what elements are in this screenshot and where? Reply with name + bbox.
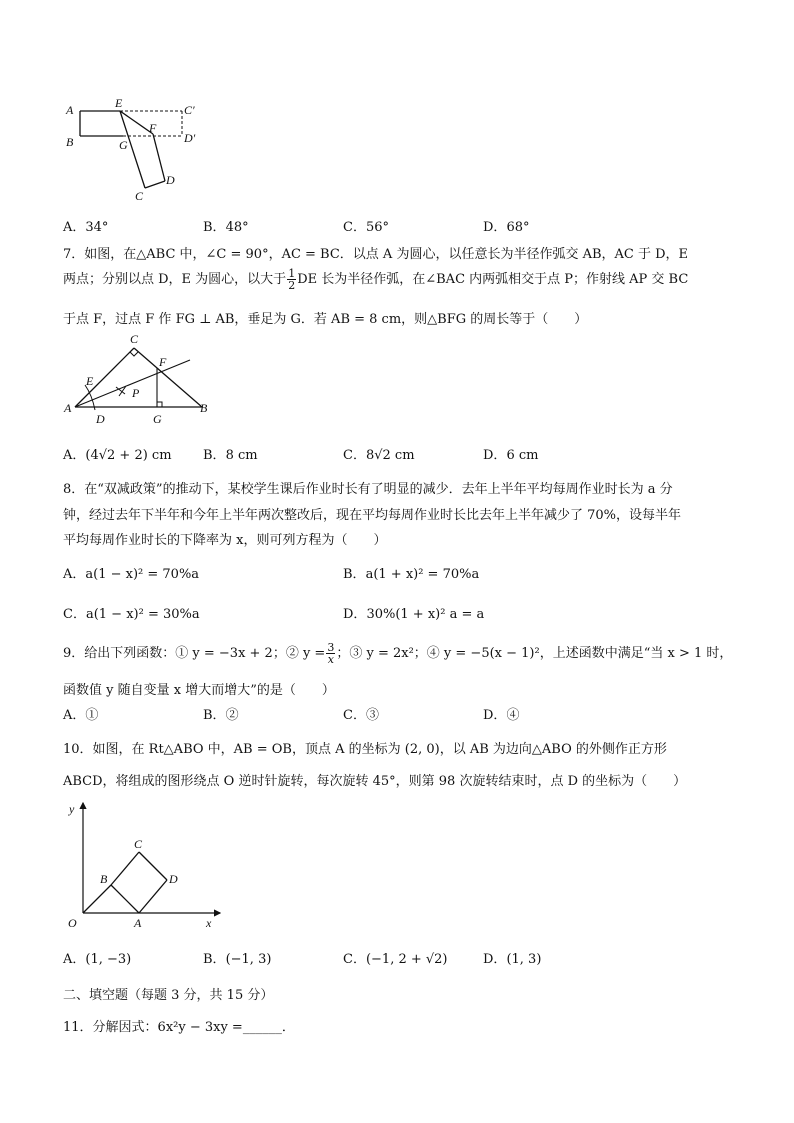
- q6-option-b: B．48°: [203, 220, 249, 235]
- q7-label-D: D: [96, 412, 105, 426]
- q6-label-B: B: [66, 135, 74, 149]
- q10-label-C: C: [134, 837, 143, 851]
- q7-option-b: B．8 cm: [203, 448, 258, 463]
- section-2-heading: 二、填空题（每题 3 分，共 15 分）: [63, 988, 274, 1003]
- q9-fraction: $\frac{3}{x}$: [327, 641, 335, 666]
- q10-label-O: O: [68, 916, 77, 930]
- q7-figure: [60, 330, 220, 430]
- q7-label-C: C: [130, 332, 139, 346]
- q8-option-c: C．a(1 − x)² = 30%a: [63, 607, 200, 622]
- q6-option-a: A．34°: [63, 220, 109, 235]
- q8-option-d: D．30%(1 + x)² a = a: [343, 607, 485, 622]
- q6-label-Cprime: C′: [184, 103, 195, 117]
- q9-option-b: B．②: [203, 708, 239, 723]
- q10-line-2: ABCD，将组成的图形绕点 O 逆时针旋转，每次旋转 45°，则第 98 次旋转结束时，点 D 的坐标为（ ）: [63, 774, 687, 789]
- q8-line-3: 平均每周作业时长的下降率为 x，则可列方程为（ ）: [63, 533, 387, 548]
- q7-line-1: 7．如图，在△ABC 中，∠C = 90°，AC = BC．以点 A 为圆心，以任意长为半径作弧交 AB，AC 于 D，E: [63, 247, 689, 262]
- q8-option-b: B．a(1 + x)² = 70%a: [343, 567, 480, 582]
- q10-label-D: D: [169, 872, 178, 886]
- q8-line-1: 8．在“双减政策”的推动下，某校学生课后作业时长有了明显的减少．去年上半年平均每周作业时长为 a 分: [63, 482, 673, 497]
- q6-figure: [60, 96, 210, 206]
- q10-option-b: B．(−1, 3): [203, 952, 272, 967]
- q6-label-F: F: [149, 121, 157, 135]
- q7-option-d: D．6 cm: [483, 448, 539, 463]
- q6-option-c: C．56°: [343, 220, 389, 235]
- q9-line-2: 函数值 y 随自变量 x 增大而增大”的是（ ）: [63, 683, 335, 698]
- q10-label-x: x: [206, 916, 212, 930]
- q6-option-d: D．68°: [483, 220, 530, 235]
- q9-line-1: 9．给出下列函数：① y = −3x + 2；② y = $\frac{3}{x}$ ；③ y = 2x²；④ y = −5(x − 1)²，上述函数中满足“当 x > 1 时，: [63, 641, 733, 666]
- q11-answer-blank[interactable]: ______: [242, 1020, 282, 1035]
- q7-label-E: E: [86, 374, 94, 388]
- q9-option-c: C．③: [343, 708, 379, 723]
- q7-option-a: A．(4√2 + 2) cm: [63, 448, 172, 463]
- q7-option-c: C．8√2 cm: [343, 448, 415, 463]
- q7-label-G: G: [153, 412, 162, 426]
- q10-label-A: A: [134, 916, 142, 930]
- q11-line: 11．分解因式：6x²y − 3xy =______．: [63, 1020, 295, 1035]
- q6-label-D: D: [166, 173, 175, 187]
- q7-fraction: $\frac{1}{2}$: [288, 267, 296, 292]
- q10-label-y: y: [69, 802, 75, 816]
- q10-figure: [60, 795, 230, 930]
- q7-label-A: A: [64, 401, 72, 415]
- q8-option-a: A．a(1 − x)² = 70%a: [63, 567, 200, 582]
- q6-label-Dprime: D′: [184, 131, 196, 145]
- q7-label-P: P: [132, 386, 140, 400]
- q9-option-a: A．①: [63, 708, 99, 723]
- q7-line-2: 两点；分别以点 D，E 为圆心，以大于 $\frac{1}{2}$ DE 长为半径作弧，在∠BAC 内两弧相交于点 P；作射线 AP 交 BC: [63, 267, 689, 292]
- q6-label-C: C: [135, 189, 144, 203]
- q6-label-G: G: [119, 138, 128, 152]
- q8-line-2: 钟，经过去年下半年和今年上半年两次整改后，现在平均每周作业时长比去年上半年减少了 70%，设每半年: [63, 508, 682, 523]
- q10-line-1: 10．如图，在 Rt△ABO 中，AB = OB，顶点 A 的坐标为 (2, 0)，以 AB 为边向△ABO 的外侧作正方形: [63, 742, 667, 757]
- q7-label-B: B: [200, 401, 208, 415]
- q6-label-A: A: [66, 103, 74, 117]
- q10-label-B: B: [100, 872, 108, 886]
- q7-line-3: 于点 F，过点 F 作 FG ⊥ AB，垂足为 G．若 AB = 8 cm，则△BFG 的周长等于（ ）: [63, 312, 588, 327]
- q6-label-E: E: [115, 96, 123, 110]
- q10-option-c: C．(−1, 2 + √2): [343, 952, 448, 967]
- q10-option-d: D．(1, 3): [483, 952, 542, 967]
- q10-option-a: A．(1, −3): [63, 952, 132, 967]
- q7-label-F: F: [159, 355, 167, 369]
- q9-option-d: D．④: [483, 708, 520, 723]
